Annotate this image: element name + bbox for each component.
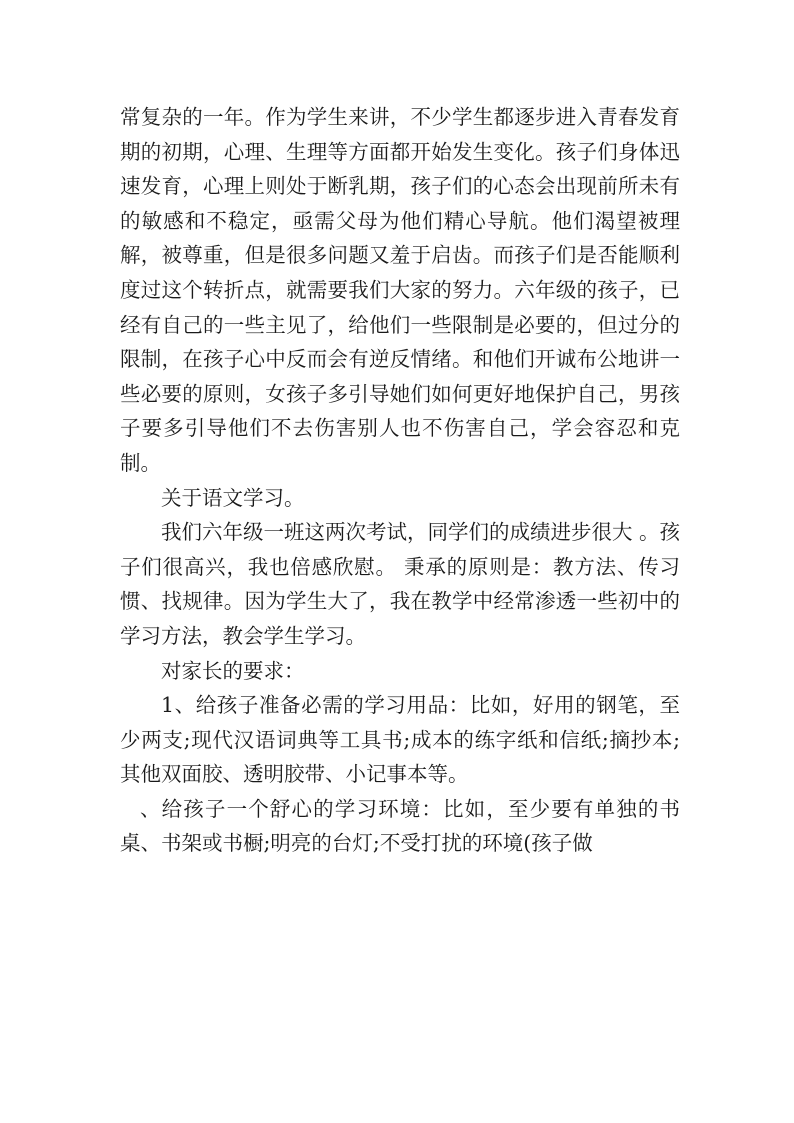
paragraph-exam-progress: 我们六年级一班这两次考试，同学们的成绩进步很大 。孩子们很高兴，我也倍感欣慰。 秉承的原则是：教方法、传习惯、找规律。因为学生大了，我在教学中经常渗透一些初中的学习方法，教会学生学习。	[120, 520, 681, 648]
paragraph-chinese-study-heading: 关于语文学习。	[161, 485, 305, 510]
paragraph-parent-guidance: 常复杂的一年。作为学生来讲，不少学生都逐步进入青春发育期的初期，心理、生理等方面都开始发生变化。孩子们身体迅速发育，心理上则处于断乳期，孩子们的心态会出现前所未有的敏感和不稳定，亟需父母为他们精心导航。他们渴望被理解，被尊重，但是很多问题又羞于启齿。而孩子们是否能顺利度过这个转折点，就需要我们大家的努力。六年级的孩子，已经有自己的一些主见了，给他们一些限制是必要的，但过分的限制，在孩子心中反而会有逆反情绪。和他们开诚布公地讲一些必要的原则，女孩子多引导她们如何更好地保护自己，男孩子要多引导他们不去伤害别人也不伤害自己，学会容忍和克制。	[120, 105, 680, 475]
paragraph-requirement-supplies: 1、给孩子准备必需的学习用品：比如，好用的钢笔，至少两支;现代汉语词典等工具书;成本的练字纸和信纸;摘抄本;其他双面胶、透明胶带、小记事本等。	[120, 693, 680, 787]
paragraph-parent-requirements-heading: 对家长的要求：	[161, 658, 305, 683]
paragraph-requirement-environment: 、给孩子一个舒心的学习环境：比如，至少要有单独的书桌、书架或书橱;明亮的台灯;不受打扰的环境(孩子做	[120, 796, 680, 856]
document-body	[120, 100, 680, 861]
